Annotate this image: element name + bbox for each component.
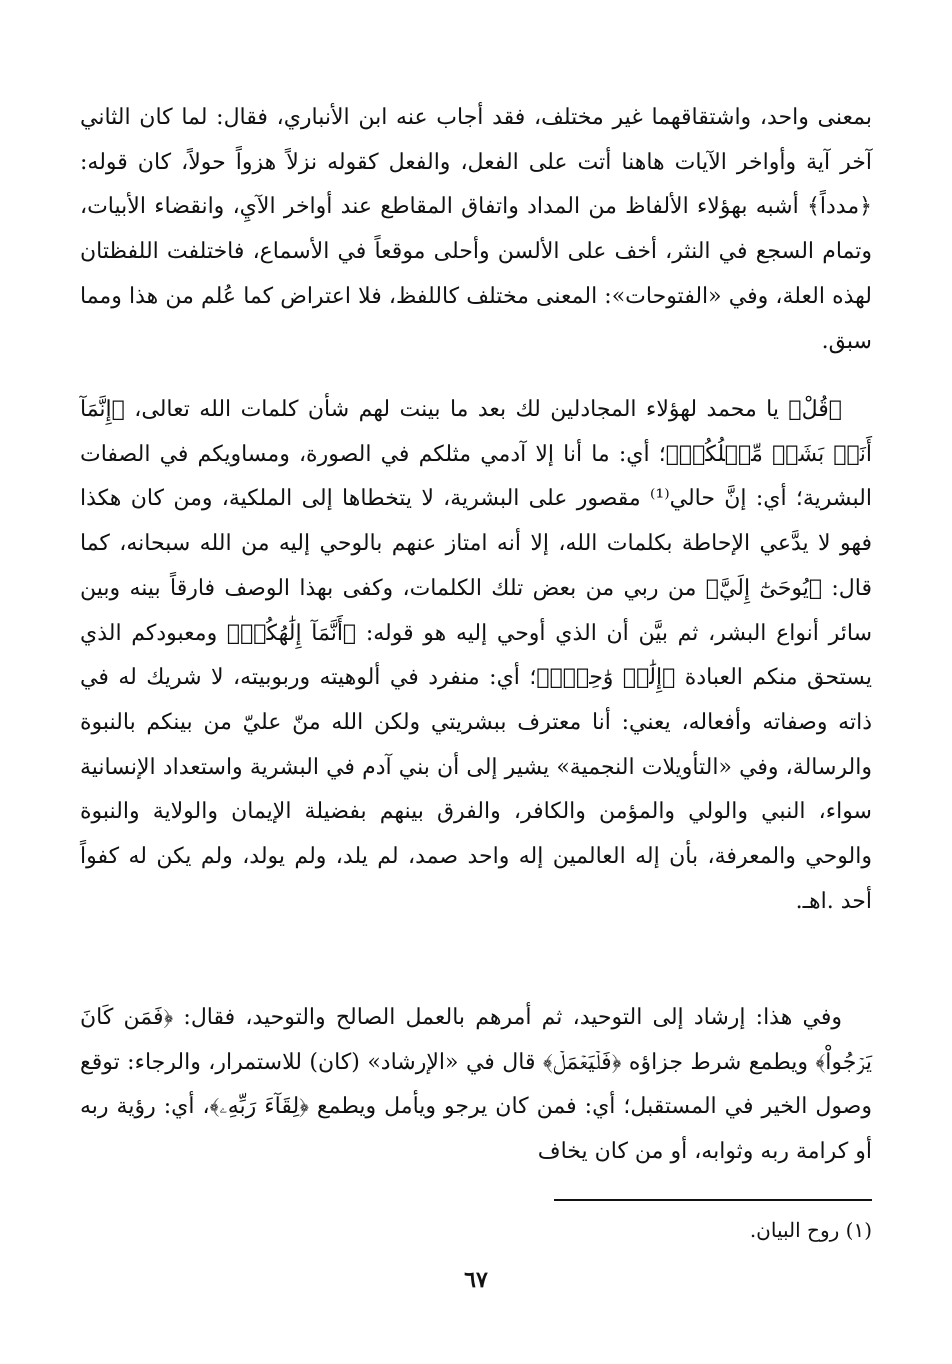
footnote: (١) روح البيان.	[749, 1218, 872, 1242]
footnote-divider	[554, 1199, 872, 1201]
paragraph-continuation: بمعنى واحد، واشتقاقهما غير مختلف، فقد أجاب عنه ابن الأنباري، فقال: لما كان الثاني آخر آية وأواخر الآيات هاهنا أتت على الفعل، والفعل كقوله نزلاً هزواً حولاً، كان قوله: ﴿مدداً﴾ أشبه بهؤلاء الألفاظ من المداد واتفاق المقاطع عند أواخر الآيِ، وانقضاء الأبيات، وتمام السجع في النثر، أخف على الألسن وأحلى موقعاً في الأسماع، فاختلفت اللفظتان لهذه العلة، وفي «الفتوحات»: المعنى مختلف كاللفظ، فلا اعتراض كما عُلم من هذا ومما سبق.	[80, 105, 872, 354]
page-number: ٦٧	[464, 1267, 488, 1293]
paragraph-tawhid: وفي هذا: إرشاد إلى التوحيد، ثم أمرهم بالعمل الصالح والتوحيد، فقال: ﴿فَمَن كَانَ يَرۡجُواْ﴾ ويطمع شرط جزاؤه ﴿فَلۡيَعۡمَلۡ﴾ قال في «الإرشاد» (كان) للاستمرار، والرجاء: توقع وصول الخير في المستقبل؛ أي: فمن كان يرجو ويأمل ويطمع ﴿لِقَآءَ رَبِّهِۦ﴾، أي: رؤية ربه أو كرامة ربه وثوابه، أو من كان يخاف	[80, 1005, 872, 1165]
paragraph-commentary: ﴿قُلْ﴾ يا محمد لهؤلاء المجادلين لك بعد ما بينت لهم شأن كلمات الله تعالى، ﴿إِنَّمَآ أَنَا۠ بَشَرٞ مِّثۡلُكُمۡ﴾؛ أي: ما أنا إلا آدمي مثلكم في الصورة، ومساويكم في الصفات البشرية؛ أي: إنَّ حالي⁽¹⁾ مقصور على البشرية، لا يتخطاها إلى الملكية، ومن كان هكذا فهو لا يدَّعي الإحاطة بكلمات الله، إلا أنه امتاز عنهم بالوحي إليه من الله سبحانه، كما قال: ﴿يُوحَىٰٓ إِلَيَّ﴾ من ربي من بعض تلك الكلمات، وكفى بهذا الوصف فارقاً بينه وبين سائر أنواع البشر، ثم بيَّن أن الذي أوحي إليه هو قوله: ﴿أَنَّمَآ إِلَٰهُكُمۡ﴾ ومعبودكم الذي يستحق منكم العبادة ﴿إِلَٰهٞ وَٰحِدٞۖ﴾؛ أي: منفرد في ألوهيته وربوبيته، لا شريك له في ذاته وصفاته وأفعاله، يعني: أنا معترف ببشريتي ولكن الله منّ عليّ من بينكم بالنبوة والرسالة، وفي «التأويلات النجمية» يشير إلى أن بني آدم في البشرية واستعداد الإنسانية سواء، النبي والولي والمؤمن والكافر، والفرق بينهم بفضيلة الإيمان والولاية والنبوة والوحي والمعرفة، بأن إله العالمين إله واحد صمد، لم يلد، ولم يولد، ولم يكن له كفواً أحد .اهـ.	[80, 397, 872, 914]
